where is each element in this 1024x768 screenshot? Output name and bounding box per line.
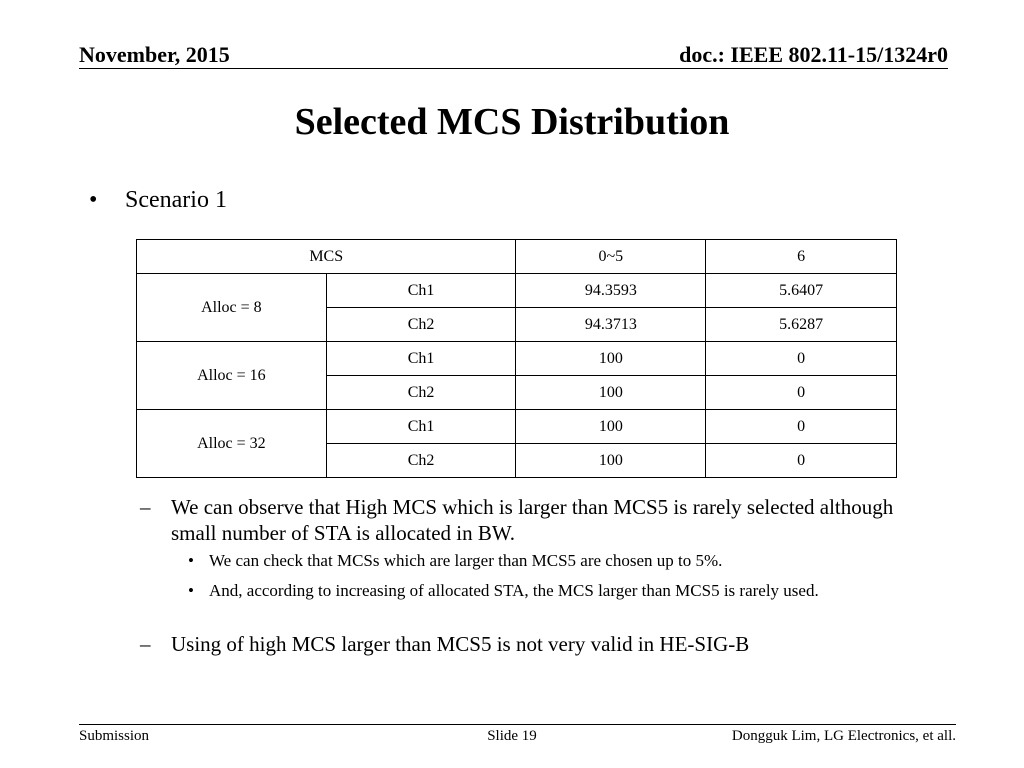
dot-mark: • xyxy=(188,581,194,600)
mcs-distribution-table xyxy=(136,239,897,478)
dot-mark: • xyxy=(188,551,194,570)
alloc-cell: Alloc = 16 xyxy=(137,342,327,410)
channel-cell: Ch1 xyxy=(326,410,516,444)
table-row xyxy=(137,342,897,376)
value-cell: 5.6407 xyxy=(706,274,897,308)
footer-slide-number: Slide 19 xyxy=(487,728,537,744)
value-cell: 100 xyxy=(516,410,706,444)
header-divider xyxy=(79,68,948,69)
header-cell-mcs-6: 6 xyxy=(706,240,897,274)
note-observation-1a xyxy=(188,550,948,572)
footer-author: Dongguk Lim, LG Electronics, et all. xyxy=(731,728,956,744)
footer-submission: Submission xyxy=(79,728,150,744)
note-observation-1 xyxy=(140,494,940,546)
channel-cell: Ch1 xyxy=(326,342,516,376)
alloc-cell: Alloc = 32 xyxy=(137,410,327,478)
note-observation-1-text: We can observe that High MCS which is larger than MCS5 is rarely selected although small number of STA is allocated in BW. xyxy=(171,495,894,545)
bullet-mark: • xyxy=(89,187,98,213)
slide-title: Selected MCS Distribution xyxy=(294,101,730,143)
table-row xyxy=(137,410,897,444)
value-cell: 0 xyxy=(706,444,897,478)
note-observation-1b xyxy=(188,580,948,602)
value-cell: 0 xyxy=(706,410,897,444)
dash-mark: – xyxy=(140,495,151,519)
channel-cell: Ch2 xyxy=(326,308,516,342)
note-observation-2 xyxy=(140,631,940,657)
footer-divider xyxy=(79,724,956,725)
alloc-cell: Alloc = 8 xyxy=(137,274,327,342)
bullet-scenario xyxy=(89,185,227,215)
note-observation-1a-text: We can check that MCSs which are larger than MCS5 are chosen up to 5%. xyxy=(209,551,723,570)
value-cell: 100 xyxy=(516,376,706,410)
value-cell: 0 xyxy=(706,342,897,376)
value-cell: 100 xyxy=(516,342,706,376)
header-doc-id: doc.: IEEE 802.11-15/1324r0 xyxy=(679,42,948,67)
header-cell-mcs-0-5: 0~5 xyxy=(516,240,706,274)
bullet-scenario-text: Scenario 1 xyxy=(125,187,227,213)
table-row xyxy=(137,274,897,308)
channel-cell: Ch2 xyxy=(326,376,516,410)
channel-cell: Ch2 xyxy=(326,444,516,478)
header-cell-mcs: MCS xyxy=(137,240,516,274)
value-cell: 5.6287 xyxy=(706,308,897,342)
value-cell: 100 xyxy=(516,444,706,478)
value-cell: 94.3713 xyxy=(516,308,706,342)
header-date: November, 2015 xyxy=(79,42,230,67)
channel-cell: Ch1 xyxy=(326,274,516,308)
dash-mark: – xyxy=(140,632,151,656)
note-observation-2-text: Using of high MCS larger than MCS5 is not very valid in HE-SIG-B xyxy=(171,632,750,656)
value-cell: 94.3593 xyxy=(516,274,706,308)
value-cell: 0 xyxy=(706,376,897,410)
note-observation-1b-text: And, according to increasing of allocated STA, the MCS larger than MCS5 is rarely used. xyxy=(209,581,819,600)
table-header-row xyxy=(137,240,897,274)
